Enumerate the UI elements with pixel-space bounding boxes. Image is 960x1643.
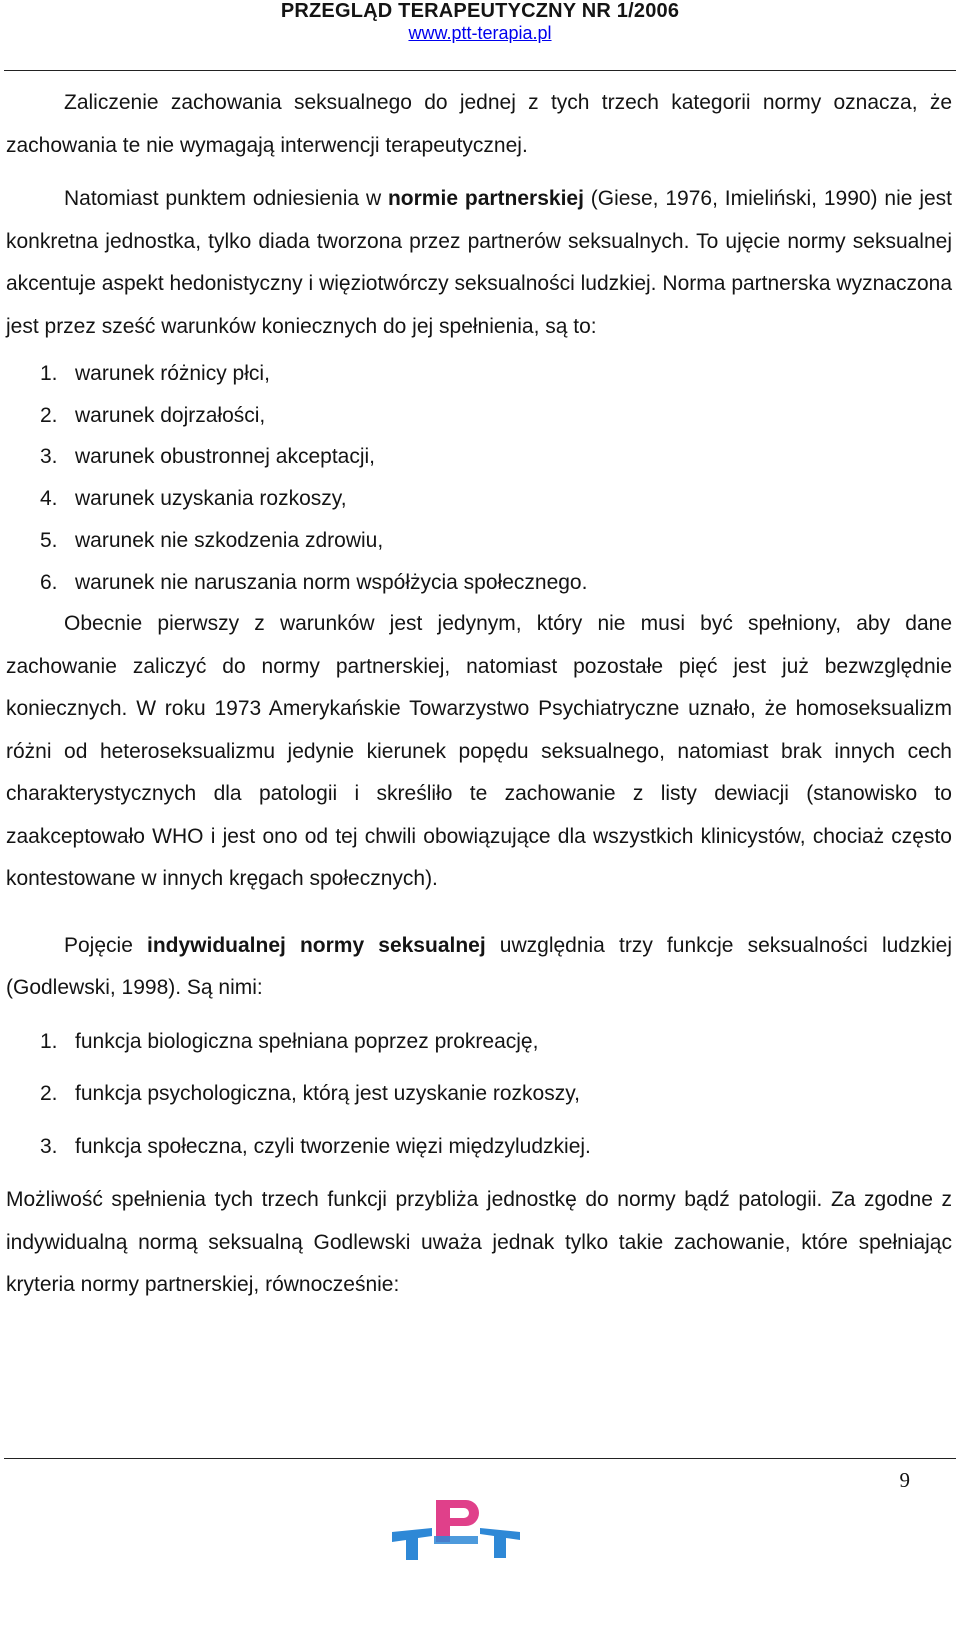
list-text: warunek uzyskania rozkoszy, [75,487,347,511]
list-item [6,1068,952,1121]
list-item [6,436,952,478]
list-text: funkcja biologiczna spełniana poprzez prokreację, [75,1029,539,1053]
footer-divider [4,1458,956,1459]
list-item [6,478,952,520]
functions-list [6,1016,952,1174]
paragraph-1 [6,82,952,167]
list-item [6,353,952,395]
list-item [6,1121,952,1174]
term-partner-norm: normie partnerskiej [387,187,584,210]
paragraph-3 [6,603,952,901]
website-link[interactable]: www.ptt-terapia.pl [408,23,552,43]
paragraph-4-text-b: uwzględnia trzy funkcje seksualności ludzkiej (Godlewski, 1998). Są nimi: [6,933,952,1000]
list-number: 2. [40,403,58,427]
list-number: 3. [40,1134,58,1158]
paragraph-5 [6,1179,952,1307]
list-number: 2. [40,1082,58,1106]
paragraph-2 [6,178,952,348]
list-item [6,520,952,562]
list-text: warunek różnicy płci, [75,362,270,385]
list-text: warunek nie szkodzenia zdrowiu, [75,528,384,552]
list-text: funkcja psychologiczna, którą jest uzyskanie rozkoszy, [75,1082,581,1106]
list-item [6,562,952,604]
list-number: 1. [40,1029,58,1053]
list-item [6,395,952,437]
journal-title: PRZEGLĄD TERAPEUTYCZNY NR 1/2006 [280,0,680,22]
page-number: 9 [899,1468,910,1492]
list-text: funkcja społeczna, czyli tworzenie więzi międzyludzkiej. [75,1134,591,1158]
paragraph-4 [6,925,952,1010]
list-number: 4. [40,487,58,511]
article-body [6,82,952,1307]
list-number: 3. [40,445,58,469]
list-text: warunek obustronnej akceptacji, [75,445,376,469]
paragraph-1-text: Zaliczenie zachowania seksualnego do jednej z tych trzech kategorii normy oznacza, że zachowania te nie wymagają interwencji terapeutycznej. [6,91,952,157]
list-text: warunek dojrzałości, [75,403,266,427]
term-individual-norm: indywidualnej normy seksualnej [147,933,486,957]
header-divider [4,70,956,71]
ptt-logo-icon [388,1496,524,1564]
paragraph-3-text: Obecnie pierwszy z warunków jest jedynym, który nie musi być spełniony, aby dane zachowanie zaliczyć do normy partnerskiej, natomiast pozostałe pięć jest już bezwzględnie koniecznych. W roku 1973 Amerykańskie Towarzystwo Psychiatryczne uznało, że homoseksualizm różni od heteroseksualizmu jedynie kierunek popędu seksualnego, natomiast brak innych cech charakterystycznych dla patologii i skreśliło te zachowanie z listy dewiacji (stanowisko to zaakceptowało WHO i jest ono od tej chwili obowiązujące dla wszystkich klinicystów, chociaż często kontestowane w innych kręgach społecznych). [6,612,952,891]
conditions-list [6,353,952,603]
list-number: 6. [40,570,58,594]
paragraph-2-text-b: (Giese, 1976, Imieliński, 1990) nie jest konkretna jednostka, tylko diada tworzona przez partnerów seksualnych. To ujęcie normy seksualnej akcentuje aspekt hedonistyczny i więziotwórczy seksualności ludzkiej. Norma partnerska wyznaczona jest przez sześć warunków koniecznych do jej spełnienia, są to: [6,187,952,338]
paragraph-4-text-a: Pojęcie [64,933,147,957]
list-item [6,1016,952,1069]
paragraph-5-text: Możliwość spełnienia tych trzech funkcji przybliża jednostkę do normy bądź patologii. Za zgodne z indywidualną normą seksualną Godlewski uważa jednak tylko takie zachowanie, które spełniając kryteria normy partnerskiej, równocześnie: [6,1188,952,1297]
list-number: 5. [40,528,58,552]
list-number: 1. [40,362,58,385]
paragraph-2-text-a: Natomiast punktem odniesienia w [64,187,388,210]
list-text: warunek nie naruszania norm współżycia społecznego. [75,570,588,594]
